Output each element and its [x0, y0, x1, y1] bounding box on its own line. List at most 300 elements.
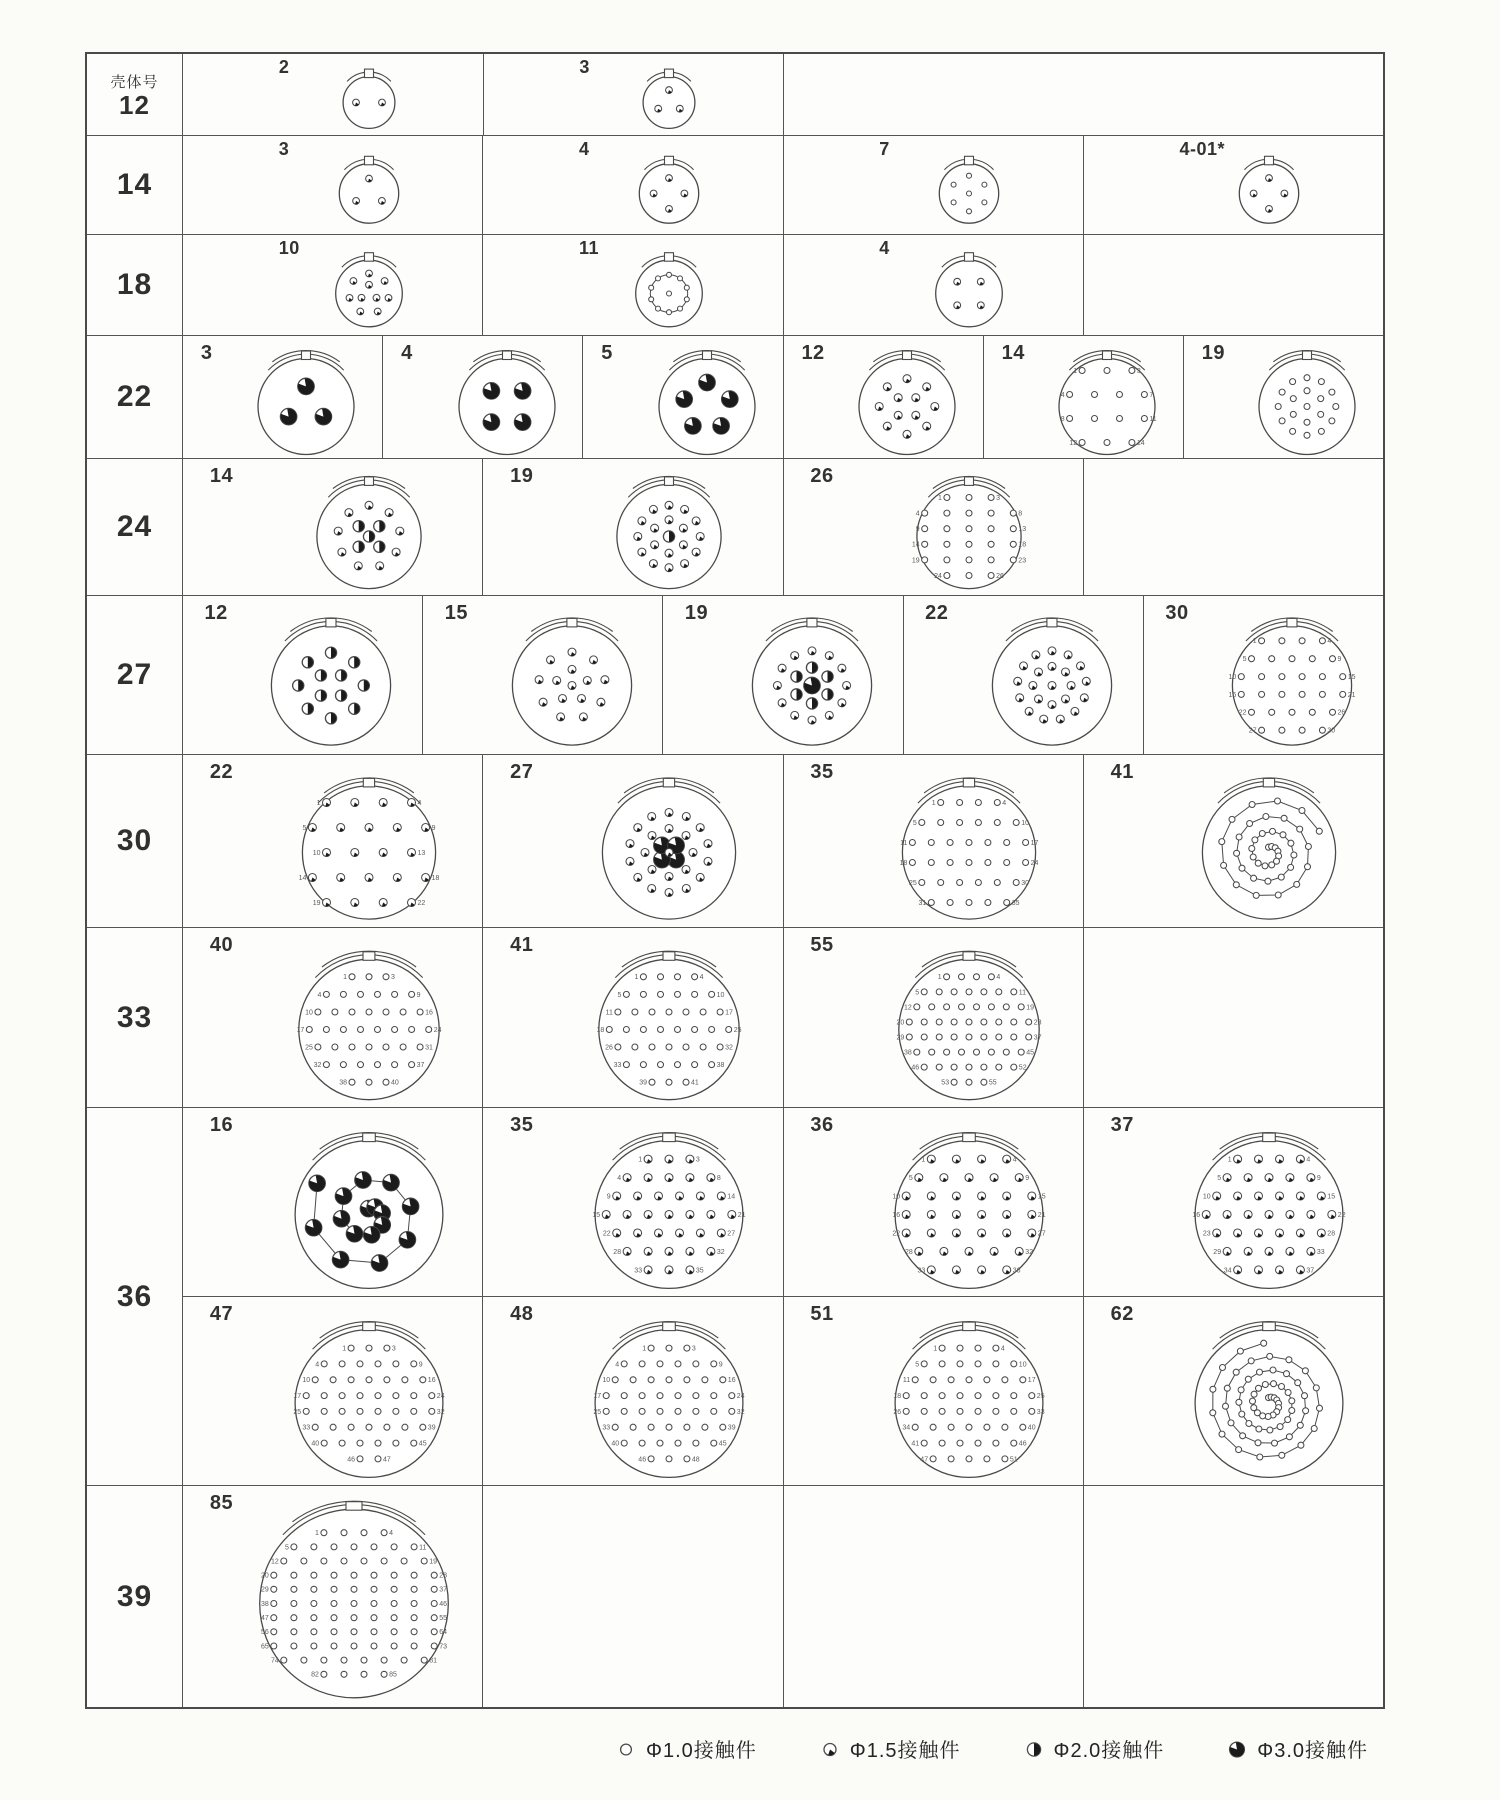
- svg-text:9: 9: [1025, 1174, 1030, 1182]
- shell-label-cell: [87, 755, 183, 927]
- contact-size-legend: [615, 1734, 1368, 1763]
- svg-text:4: 4: [1327, 638, 1332, 646]
- svg-text:17: 17: [296, 1026, 304, 1034]
- connector-face-diagram: [599, 466, 739, 598]
- svg-text:33: 33: [917, 1266, 926, 1274]
- svg-text:65: 65: [260, 1643, 269, 1651]
- svg-text:26: 26: [1337, 710, 1346, 718]
- svg-text:18: 18: [1018, 542, 1027, 550]
- svg-text:33: 33: [613, 1061, 622, 1069]
- svg-text:33: 33: [1317, 1248, 1325, 1256]
- insert-arrangement-cell: [183, 336, 382, 458]
- connector-face-diagram: [877, 1311, 1061, 1487]
- svg-text:22: 22: [417, 899, 425, 907]
- insert-arrangement-cell: [783, 1108, 1083, 1296]
- shell-label-cell: [87, 1486, 183, 1707]
- svg-text:8: 8: [1018, 510, 1023, 518]
- connector-face-diagram: [899, 466, 1039, 598]
- contact-count-label: 22: [925, 602, 949, 624]
- svg-text:5: 5: [284, 1544, 289, 1552]
- svg-text:25: 25: [733, 1026, 742, 1034]
- svg-text:10: 10: [892, 1192, 901, 1200]
- svg-text:1: 1: [1252, 638, 1257, 646]
- svg-text:9: 9: [1317, 1174, 1322, 1182]
- svg-text:46: 46: [438, 1600, 447, 1608]
- shell-number: 12: [119, 90, 150, 120]
- svg-text:13: 13: [417, 849, 425, 857]
- contact-count-label: 14: [1001, 342, 1025, 364]
- insert-arrangement-cell: [1083, 1108, 1383, 1296]
- svg-text:39: 39: [727, 1424, 736, 1432]
- connector-face-diagram: [281, 941, 457, 1109]
- svg-text:31: 31: [918, 899, 927, 907]
- insert-arrangement-cell: [903, 596, 1143, 754]
- svg-text:16: 16: [1228, 692, 1237, 700]
- svg-text:3: 3: [390, 973, 395, 981]
- shell-row: [87, 335, 1383, 458]
- insert-arrangement-cell: [482, 928, 782, 1107]
- svg-text:4: 4: [1000, 1345, 1005, 1353]
- contact-count-label: 4: [401, 342, 413, 364]
- svg-text:10: 10: [1021, 819, 1030, 827]
- empty-cell: [1083, 459, 1383, 595]
- table-corner-header: 壳体号: [110, 74, 159, 91]
- svg-text:46: 46: [911, 1064, 920, 1072]
- svg-text:36: 36: [1012, 1266, 1021, 1274]
- connector-face-diagram: [1177, 1311, 1361, 1487]
- svg-text:17: 17: [1030, 839, 1039, 847]
- insert-arrangement-cell: [783, 928, 1083, 1107]
- svg-text:37: 37: [1306, 1266, 1315, 1274]
- connector-face-diagram: [881, 941, 1057, 1109]
- svg-text:22: 22: [602, 1229, 611, 1237]
- connector-face-diagram: [284, 767, 453, 928]
- svg-text:13: 13: [1018, 526, 1027, 534]
- insert-arrangement-cell: [783, 459, 1083, 595]
- contact-count-label: 35: [510, 1114, 534, 1136]
- shell-label-cell: [87, 136, 183, 234]
- legend-item: [615, 1734, 757, 1763]
- connector-face-diagram: [584, 767, 753, 928]
- svg-text:25: 25: [292, 1408, 301, 1416]
- insert-arrangement-cell: [783, 755, 1083, 927]
- svg-text:37: 37: [1033, 1034, 1042, 1042]
- shell-number: 39: [116, 1579, 153, 1613]
- contact-count-label: 4: [879, 238, 890, 258]
- contact-count-label: 51: [810, 1303, 834, 1325]
- connector-face-diagram: [974, 608, 1129, 755]
- connector-face-diagram: [918, 242, 1021, 337]
- connector-face-diagram: [277, 1311, 461, 1487]
- insert-arrangement-cell: [183, 755, 482, 927]
- svg-text:45: 45: [718, 1440, 727, 1448]
- svg-text:5: 5: [1242, 656, 1247, 664]
- shell-number: 22: [116, 380, 153, 413]
- svg-text:32: 32: [436, 1408, 445, 1416]
- svg-text:26: 26: [604, 1044, 613, 1052]
- contact-count-label: 37: [1110, 1114, 1134, 1136]
- contact-count-label: 4-01*: [1179, 139, 1226, 159]
- svg-text:33: 33: [1036, 1408, 1045, 1416]
- svg-text:85: 85: [388, 1671, 397, 1679]
- insert-arrangement-cell: [183, 459, 482, 595]
- insert-arrangement-cell: [983, 336, 1183, 458]
- svg-text:15: 15: [1037, 1192, 1046, 1200]
- contact-symbol-icon: [1226, 1738, 1248, 1760]
- svg-text:47: 47: [382, 1455, 391, 1463]
- svg-text:28: 28: [1033, 1019, 1042, 1027]
- svg-text:10: 10: [301, 1376, 310, 1384]
- svg-text:24: 24: [934, 573, 942, 581]
- svg-text:47: 47: [920, 1455, 929, 1463]
- connector-face-diagram: [325, 58, 413, 138]
- insert-arrangement-cell: [422, 596, 662, 754]
- connector-face-diagram: [877, 1122, 1061, 1298]
- shell-row-content: [183, 1108, 1383, 1485]
- svg-text:47: 47: [260, 1614, 269, 1622]
- contact-count-label: 41: [1110, 761, 1134, 783]
- connector-face-diagram: [581, 941, 757, 1109]
- svg-text:38: 38: [904, 1049, 912, 1057]
- svg-text:4: 4: [317, 991, 321, 999]
- contact-count-label: 19: [684, 602, 709, 624]
- svg-text:5: 5: [302, 824, 306, 832]
- svg-text:64: 64: [438, 1628, 447, 1636]
- svg-text:4: 4: [314, 1360, 319, 1368]
- svg-text:40: 40: [310, 1440, 319, 1448]
- svg-text:32: 32: [724, 1044, 733, 1052]
- svg-text:11: 11: [418, 1544, 426, 1552]
- svg-text:18: 18: [596, 1026, 605, 1034]
- svg-text:82: 82: [310, 1671, 319, 1679]
- svg-text:25: 25: [304, 1044, 313, 1052]
- svg-text:18: 18: [431, 874, 439, 882]
- svg-text:3: 3: [996, 495, 1001, 503]
- svg-text:10: 10: [304, 1009, 313, 1017]
- insert-arrangement-cell: [783, 336, 983, 458]
- connector-face-diagram: [254, 608, 409, 755]
- svg-text:22: 22: [1338, 1211, 1346, 1219]
- svg-text:1: 1: [341, 1345, 346, 1353]
- contact-count-label: 27: [510, 761, 534, 783]
- svg-text:11: 11: [1018, 988, 1027, 996]
- svg-text:1: 1: [637, 1156, 642, 1164]
- insert-arrangement-cell: [482, 755, 782, 927]
- shell-number: 24: [116, 510, 153, 543]
- contact-count-label: 5: [601, 342, 613, 364]
- insert-arrangement-cell: [483, 54, 784, 135]
- svg-text:12: 12: [904, 1003, 912, 1011]
- svg-text:10: 10: [312, 849, 321, 857]
- connector-face-diagram: [1222, 145, 1317, 232]
- legend-item: [819, 1734, 961, 1763]
- connector-face-diagram: [1185, 767, 1354, 928]
- svg-text:21: 21: [1347, 692, 1356, 700]
- svg-text:23: 23: [1203, 1229, 1211, 1237]
- svg-text:27: 27: [727, 1229, 735, 1237]
- insert-arrangement-cell: [183, 1486, 482, 1707]
- contact-count-label: 12: [801, 342, 825, 364]
- empty-cell: [783, 54, 1383, 135]
- svg-text:16: 16: [427, 1376, 436, 1384]
- svg-text:10: 10: [1203, 1192, 1211, 1200]
- connector-face-diagram: [1241, 340, 1373, 464]
- svg-text:28: 28: [613, 1248, 621, 1256]
- shell-label-cell: [87, 459, 183, 595]
- svg-text:9: 9: [718, 1360, 723, 1368]
- svg-text:19: 19: [428, 1558, 437, 1566]
- svg-text:23: 23: [1018, 557, 1027, 565]
- connector-face-diagram: [617, 242, 720, 337]
- connector-face-diagram: [621, 145, 716, 232]
- svg-text:20: 20: [260, 1572, 269, 1580]
- svg-text:28: 28: [1327, 1229, 1336, 1237]
- svg-text:12: 12: [1069, 439, 1078, 447]
- svg-text:3: 3: [695, 1156, 700, 1164]
- insert-arrangement-cell: [482, 459, 782, 595]
- connector-face-diagram: [734, 608, 889, 755]
- contact-count-label: 48: [510, 1303, 534, 1325]
- svg-text:4: 4: [699, 973, 704, 981]
- svg-text:24: 24: [436, 1392, 445, 1400]
- svg-text:24: 24: [433, 1026, 442, 1034]
- svg-text:52: 52: [1018, 1064, 1027, 1072]
- insert-arrangement-cell: [482, 136, 782, 234]
- svg-text:5: 5: [617, 991, 622, 999]
- svg-text:17: 17: [593, 1392, 601, 1400]
- svg-text:4: 4: [615, 1360, 619, 1368]
- svg-text:5: 5: [915, 988, 920, 996]
- contact-count-label: 40: [209, 934, 234, 956]
- contact-count-label: 41: [510, 934, 534, 956]
- svg-text:8: 8: [716, 1174, 721, 1182]
- svg-text:29: 29: [896, 1034, 905, 1042]
- svg-text:14: 14: [1137, 439, 1145, 447]
- svg-text:1: 1: [342, 973, 347, 981]
- contact-count-label: 85: [209, 1492, 234, 1514]
- svg-text:3: 3: [691, 1345, 696, 1353]
- contact-symbol-icon: [1023, 1738, 1045, 1760]
- connector-face-diagram: [441, 340, 573, 464]
- legend-item-label: Φ1.5接触件: [849, 1740, 961, 1762]
- shell-number: 30: [116, 824, 153, 857]
- legend-item-label: Φ3.0接触件: [1257, 1740, 1369, 1762]
- connector-face-diagram: [321, 145, 416, 232]
- insert-arrangement-cell: [783, 235, 1083, 335]
- shell-row: [87, 927, 1383, 1107]
- svg-text:56: 56: [260, 1628, 269, 1636]
- contact-count-label: 36: [810, 1114, 834, 1136]
- svg-text:1: 1: [1073, 367, 1078, 375]
- contact-count-label: 16: [209, 1114, 234, 1136]
- empty-cell: [1083, 1486, 1383, 1707]
- svg-text:24: 24: [1030, 859, 1039, 867]
- svg-text:22: 22: [1238, 710, 1247, 718]
- insert-arrangement-cell: [1143, 596, 1383, 754]
- svg-text:53: 53: [941, 1079, 950, 1087]
- shell-row: [87, 754, 1383, 927]
- shell-number: 36: [116, 1279, 153, 1313]
- svg-text:25: 25: [593, 1408, 601, 1416]
- contact-count-label: 30: [1165, 602, 1189, 624]
- svg-text:4: 4: [616, 1174, 621, 1182]
- insert-arrangement-cell: [662, 596, 902, 754]
- shell-row: [87, 234, 1383, 335]
- shell-row: [87, 135, 1383, 234]
- contact-count-label: 22: [209, 761, 234, 783]
- svg-text:40: 40: [390, 1079, 399, 1087]
- svg-text:26: 26: [996, 573, 1004, 581]
- svg-text:55: 55: [438, 1614, 447, 1622]
- svg-text:21: 21: [737, 1211, 746, 1219]
- svg-text:14: 14: [911, 542, 920, 550]
- svg-text:1: 1: [316, 799, 321, 807]
- connector-face-diagram: [317, 242, 420, 337]
- svg-text:16: 16: [424, 1009, 433, 1017]
- svg-text:9: 9: [1337, 656, 1342, 664]
- svg-text:11: 11: [605, 1009, 613, 1017]
- svg-text:38: 38: [716, 1061, 725, 1069]
- svg-text:1: 1: [937, 973, 942, 981]
- svg-text:17: 17: [1027, 1376, 1036, 1384]
- shell-label-cell: [87, 54, 183, 135]
- connector-face-diagram: [277, 1122, 461, 1298]
- svg-text:11: 11: [900, 839, 908, 847]
- contact-count-label: 3: [200, 342, 213, 364]
- svg-text:8: 8: [1060, 415, 1065, 423]
- svg-text:38: 38: [338, 1079, 347, 1087]
- svg-text:1: 1: [921, 1156, 926, 1164]
- insert-arrangement-cell: [183, 136, 482, 234]
- svg-text:34: 34: [902, 1424, 911, 1432]
- insert-arrangement-cell: [482, 235, 782, 335]
- svg-text:10: 10: [1228, 674, 1237, 682]
- svg-text:46: 46: [346, 1455, 355, 1463]
- svg-text:1: 1: [931, 799, 936, 807]
- insert-arrangement-cell: [1183, 336, 1383, 458]
- svg-text:7: 7: [1149, 391, 1154, 399]
- svg-text:31: 31: [424, 1044, 433, 1052]
- insert-arrangement-cell: [183, 928, 482, 1107]
- svg-text:9: 9: [915, 526, 920, 534]
- contact-count-label: 12: [204, 602, 228, 624]
- insert-arrangement-cell: [382, 336, 582, 458]
- svg-text:11: 11: [902, 1376, 911, 1384]
- svg-text:35: 35: [1011, 899, 1020, 907]
- shell-label-cell: [87, 1108, 183, 1485]
- connector-face-diagram: [241, 1490, 466, 1707]
- svg-text:30: 30: [1327, 727, 1336, 735]
- contact-count-label: 19: [1201, 342, 1226, 364]
- insert-arrangement-cell: [482, 1108, 782, 1296]
- svg-text:34: 34: [1224, 1266, 1232, 1274]
- svg-text:27: 27: [1248, 727, 1257, 735]
- insert-arrangement-table: [85, 52, 1385, 1709]
- legend-item: [1226, 1734, 1368, 1763]
- svg-text:29: 29: [1213, 1248, 1222, 1256]
- shell-label-cell: [87, 336, 183, 458]
- empty-cell: [1083, 928, 1383, 1107]
- insert-arrangement-cell: [183, 596, 422, 754]
- svg-text:14: 14: [298, 874, 306, 882]
- svg-text:21: 21: [1037, 1211, 1046, 1219]
- shell-row: [87, 458, 1383, 595]
- svg-text:24: 24: [736, 1392, 745, 1400]
- svg-text:46: 46: [1018, 1440, 1027, 1448]
- svg-text:25: 25: [909, 879, 917, 887]
- shell-label-cell: [87, 596, 183, 754]
- svg-text:51: 51: [1009, 1455, 1018, 1463]
- svg-text:14: 14: [727, 1192, 735, 1200]
- insert-arrangement-cell: [1083, 136, 1383, 234]
- insert-arrangement-cell: [183, 1297, 482, 1485]
- svg-text:1: 1: [634, 973, 639, 981]
- svg-text:15: 15: [592, 1211, 600, 1219]
- svg-text:45: 45: [418, 1440, 427, 1448]
- contact-count-label: 55: [810, 934, 834, 956]
- svg-text:37: 37: [438, 1586, 447, 1594]
- svg-text:3: 3: [1137, 367, 1141, 375]
- svg-text:20: 20: [896, 1019, 905, 1027]
- svg-text:4: 4: [1012, 1156, 1017, 1164]
- svg-text:4: 4: [996, 973, 1001, 981]
- svg-text:9: 9: [431, 824, 436, 832]
- contact-count-label: 10: [278, 238, 300, 258]
- svg-text:3: 3: [391, 1345, 396, 1353]
- contact-count-label: 4: [579, 139, 590, 159]
- svg-text:15: 15: [1327, 1192, 1336, 1200]
- svg-text:25: 25: [1036, 1392, 1045, 1400]
- svg-text:32: 32: [313, 1061, 321, 1069]
- legend-item: [1023, 1734, 1165, 1763]
- svg-text:5: 5: [915, 1360, 920, 1368]
- svg-text:4: 4: [1060, 391, 1065, 399]
- svg-text:26: 26: [893, 1408, 902, 1416]
- empty-cell: [783, 1486, 1083, 1707]
- svg-text:1: 1: [938, 495, 942, 503]
- shell-number: 14: [116, 168, 153, 201]
- svg-text:5: 5: [1217, 1174, 1222, 1182]
- svg-text:22: 22: [892, 1229, 901, 1237]
- contact-count-label: 3: [278, 139, 290, 159]
- svg-text:39: 39: [638, 1079, 647, 1087]
- contact-count-label: 47: [209, 1303, 234, 1325]
- legend-item-label: Φ2.0接触件: [1053, 1740, 1165, 1762]
- svg-text:10: 10: [1018, 1360, 1027, 1368]
- insert-arrangement-cell: [783, 136, 1083, 234]
- connector-face-diagram: [841, 340, 973, 464]
- svg-text:11: 11: [1149, 415, 1157, 423]
- svg-text:18: 18: [899, 859, 908, 867]
- contact-count-label: 62: [1110, 1303, 1134, 1325]
- svg-text:10: 10: [716, 991, 725, 999]
- contact-count-label: 15: [444, 602, 468, 624]
- svg-text:9: 9: [416, 991, 421, 999]
- svg-text:5: 5: [908, 1174, 913, 1182]
- insert-arrangement-cell: [1083, 1297, 1383, 1485]
- connector-face-diagram: [1215, 608, 1370, 755]
- svg-text:9: 9: [418, 1360, 423, 1368]
- shell-row: [87, 54, 1383, 135]
- contact-symbol-icon: [615, 1738, 637, 1760]
- shell-label-cell: [87, 928, 183, 1107]
- svg-text:41: 41: [911, 1440, 920, 1448]
- insert-arrangement-cell: [783, 1297, 1083, 1485]
- svg-text:17: 17: [292, 1392, 301, 1400]
- contact-symbol-icon: [819, 1738, 841, 1760]
- connector-face-diagram: [1177, 1122, 1361, 1298]
- connector-face-diagram: [577, 1122, 761, 1298]
